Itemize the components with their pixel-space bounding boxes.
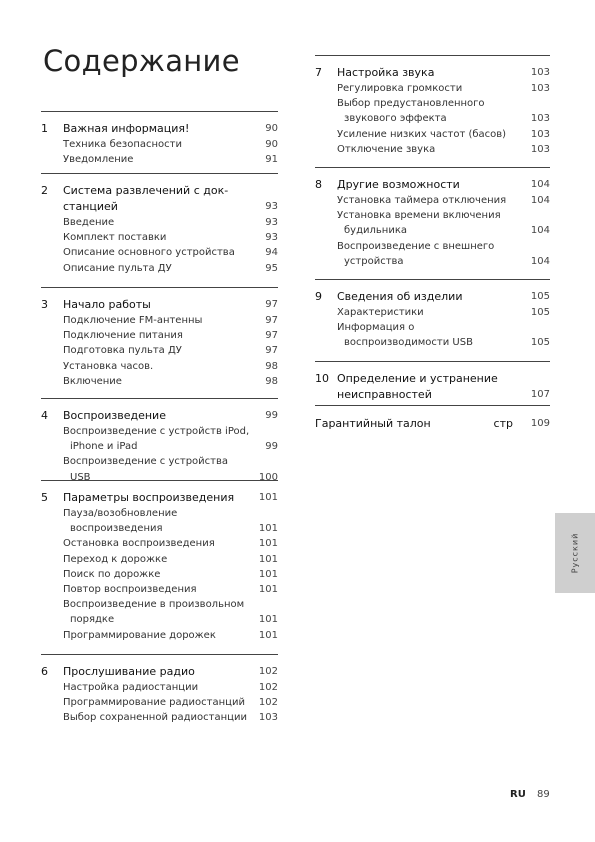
- section-page: 104: [530, 179, 550, 190]
- toc-item-page: 98: [265, 360, 278, 372]
- toc-item-label: Поиск по дорожке: [63, 568, 161, 580]
- toc-item-label: Подготовка пульта ДУ: [63, 345, 182, 357]
- toc-item[interactable]: [63, 628, 278, 643]
- toc-item-page: 104: [530, 225, 550, 237]
- section-number: 10: [315, 372, 329, 385]
- section-page: 107: [530, 389, 550, 400]
- toc-item[interactable]: [337, 127, 550, 142]
- toc-item[interactable]: [337, 239, 550, 269]
- toc-section-heading[interactable]: [41, 288, 278, 313]
- toc-item[interactable]: [63, 424, 278, 454]
- warranty-title: Гарантийный талон: [315, 417, 431, 430]
- section-page: 102: [258, 666, 278, 677]
- toc-section: [41, 173, 278, 276]
- toc-item-page: 101: [258, 629, 278, 641]
- toc-item[interactable]: [63, 680, 278, 695]
- page-footer: [510, 789, 550, 800]
- section-title: Определение и устранение неисправностей: [337, 372, 498, 401]
- toc-item-label: Комплект поставки: [63, 232, 167, 244]
- toc-item[interactable]: [337, 193, 550, 208]
- toc-item[interactable]: [337, 208, 550, 238]
- toc-item-label: Воспроизведение с внешнего устройства: [337, 240, 495, 267]
- toc-item-page: 101: [258, 584, 278, 596]
- toc-item-page: 104: [530, 255, 550, 267]
- toc-item-label: Уведомление: [63, 154, 134, 166]
- toc-section: [41, 398, 278, 485]
- warranty-entry[interactable]: [315, 405, 550, 432]
- toc-section-heading[interactable]: [315, 280, 550, 305]
- toc-section-heading[interactable]: [41, 481, 278, 506]
- section-page: 97: [265, 299, 278, 310]
- section-title: Прослушивание радио: [63, 665, 195, 678]
- section-number: 1: [41, 122, 48, 135]
- toc-item[interactable]: [63, 359, 278, 374]
- toc-item[interactable]: [63, 152, 278, 167]
- toc-item-label: Установка времени включения будильника: [337, 210, 501, 237]
- toc-item-label: Введение: [63, 217, 115, 228]
- language-side-tab-label: Русский: [570, 532, 580, 574]
- footer-language: RU: [510, 789, 526, 800]
- toc-item[interactable]: [337, 81, 550, 96]
- toc-item-page: 90: [265, 139, 278, 150]
- section-page: 90: [265, 123, 278, 134]
- toc-item-label: Пауза/возобновление воспроизведения: [63, 508, 178, 535]
- section-title: Настройка звука: [337, 66, 435, 79]
- section-title: Сведения об изделии: [337, 290, 463, 303]
- toc-item[interactable]: [63, 536, 278, 551]
- toc-section-heading[interactable]: [41, 174, 278, 215]
- toc-item-page: 103: [530, 83, 550, 94]
- toc-item[interactable]: [337, 142, 550, 157]
- toc-item-label: Выбор сохраненной радиостанции: [63, 712, 247, 724]
- toc-item-label: Характеристики: [337, 307, 424, 318]
- toc-item-label: Выбор предустановленного звукового эффекта: [337, 98, 485, 125]
- toc-item-label: Переход к дорожке: [63, 553, 168, 565]
- toc-section: [41, 654, 278, 726]
- section-page: 105: [530, 291, 550, 302]
- toc-item[interactable]: [63, 710, 278, 725]
- toc-item-page: 100: [258, 471, 278, 483]
- toc-item-page: 99: [265, 441, 278, 453]
- toc-item[interactable]: [63, 597, 278, 627]
- toc-item-page: 98: [265, 375, 278, 387]
- toc-item-page: 103: [258, 712, 278, 724]
- toc-item-page: 102: [258, 682, 278, 693]
- section-title: Другие возможности: [337, 178, 460, 191]
- section-number: 9: [315, 290, 322, 303]
- toc-item-label: Воспроизведение в произвольном порядке: [63, 599, 245, 626]
- toc-item-label: Подключение FM-антенны: [63, 315, 203, 326]
- toc-item-page: 105: [530, 337, 550, 349]
- toc-item-label: Отключение звука: [337, 143, 436, 155]
- toc-item[interactable]: [63, 328, 278, 343]
- toc-section-heading[interactable]: [315, 168, 550, 193]
- section-number: 4: [41, 409, 48, 422]
- warranty-page: 109: [530, 418, 550, 429]
- toc-item[interactable]: [63, 137, 278, 152]
- toc-item-label: Усиление низких частот (басов): [337, 128, 507, 140]
- language-side-tab: [555, 513, 595, 593]
- toc-item-page: 93: [265, 217, 278, 228]
- toc-item-label: Установка часов.: [63, 360, 154, 372]
- toc-item[interactable]: [63, 313, 278, 328]
- toc-item-page: 97: [265, 330, 278, 342]
- toc-item-page: 102: [258, 697, 278, 709]
- toc-section-heading[interactable]: [315, 362, 550, 403]
- toc-item-page: 101: [258, 568, 278, 580]
- toc-section: [41, 480, 278, 643]
- section-number: 6: [41, 665, 48, 678]
- section-number: 7: [315, 66, 322, 79]
- section-page: 93: [265, 201, 278, 212]
- toc-section: [315, 55, 550, 157]
- toc-item-label: Описание пульта ДУ: [63, 262, 172, 274]
- toc-item[interactable]: [63, 582, 278, 597]
- section-title: Воспроизведение: [63, 409, 166, 422]
- toc-item-page: 105: [530, 307, 550, 318]
- toc-item-label: Программирование радиостанций: [63, 697, 245, 709]
- toc-section-heading[interactable]: [315, 56, 550, 81]
- toc-item[interactable]: [337, 96, 550, 126]
- toc-item-page: 97: [265, 345, 278, 357]
- toc-item-label: Остановка воспроизведения: [63, 538, 215, 550]
- section-title: Важная информация!: [63, 122, 190, 135]
- toc-item-label: Повтор воспроизведения: [63, 584, 197, 596]
- toc-item-label: Описание основного устройства: [63, 247, 235, 259]
- toc-item-label: Воспроизведение с устройств iPod, iPhone и iPad: [63, 426, 250, 453]
- toc-item-label: Настройка радиостанции: [63, 682, 199, 693]
- toc-item-label: Включение: [63, 375, 122, 387]
- toc-item[interactable]: [63, 567, 278, 582]
- toc-item-page: 103: [530, 128, 550, 140]
- toc-section-heading[interactable]: [41, 112, 278, 137]
- toc-item[interactable]: [63, 374, 278, 389]
- toc-item-page: 101: [258, 538, 278, 550]
- section-number: 2: [41, 184, 48, 197]
- toc-item-label: Подключение питания: [63, 330, 183, 342]
- toc-section: [315, 167, 550, 269]
- toc-section: [41, 287, 278, 389]
- section-page: 99: [265, 410, 278, 421]
- toc-item[interactable]: [63, 261, 278, 276]
- page-title: Содержание: [43, 44, 240, 78]
- toc-item-page: 101: [258, 614, 278, 626]
- toc-item[interactable]: [63, 215, 278, 230]
- toc-item-page: 93: [265, 232, 278, 244]
- warranty-str-label: стр: [493, 417, 513, 430]
- toc-item-page: 101: [258, 523, 278, 535]
- toc-item-label: Техника безопасности: [63, 139, 182, 150]
- toc-section-heading[interactable]: [41, 399, 278, 424]
- toc-item-page: 103: [530, 143, 550, 155]
- toc-item[interactable]: [63, 552, 278, 567]
- toc-item[interactable]: [337, 305, 550, 320]
- toc-item[interactable]: [63, 343, 278, 358]
- section-title: Система развлечений с док-станцией: [63, 184, 229, 213]
- toc-item[interactable]: [63, 230, 278, 245]
- toc-section-heading[interactable]: [41, 655, 278, 680]
- toc-item[interactable]: [63, 695, 278, 710]
- toc-item-page: 95: [265, 262, 278, 274]
- toc-item-label: Установка таймера отключения: [337, 195, 507, 206]
- toc-item[interactable]: [63, 245, 278, 260]
- section-title: Начало работы: [63, 298, 151, 311]
- toc-section: [315, 279, 550, 351]
- toc-section: [315, 361, 550, 403]
- toc-item-label: Информация о воспроизводимости USB: [337, 322, 473, 349]
- section-number: 8: [315, 178, 322, 191]
- toc-item-page: 103: [530, 113, 550, 125]
- section-number: 5: [41, 491, 48, 504]
- toc-item-page: 91: [265, 154, 278, 166]
- toc-item-page: 101: [258, 553, 278, 565]
- toc-item[interactable]: [337, 320, 550, 350]
- section-page: 101: [258, 492, 278, 503]
- toc-item[interactable]: [63, 506, 278, 536]
- footer-page-number: 89: [537, 789, 550, 800]
- toc-item-page: 97: [265, 315, 278, 326]
- toc-section: [41, 111, 278, 167]
- toc-item-label: Программирование дорожек: [63, 629, 216, 641]
- toc-item-label: Регулировка громкости: [337, 83, 463, 94]
- toc-item-page: 104: [530, 195, 550, 206]
- section-number: 3: [41, 298, 48, 311]
- toc-item-label: Воспроизведение с устройства USB: [63, 456, 229, 483]
- toc-item-page: 94: [265, 247, 278, 259]
- section-title: Параметры воспроизведения: [63, 491, 235, 504]
- section-page: 103: [530, 67, 550, 78]
